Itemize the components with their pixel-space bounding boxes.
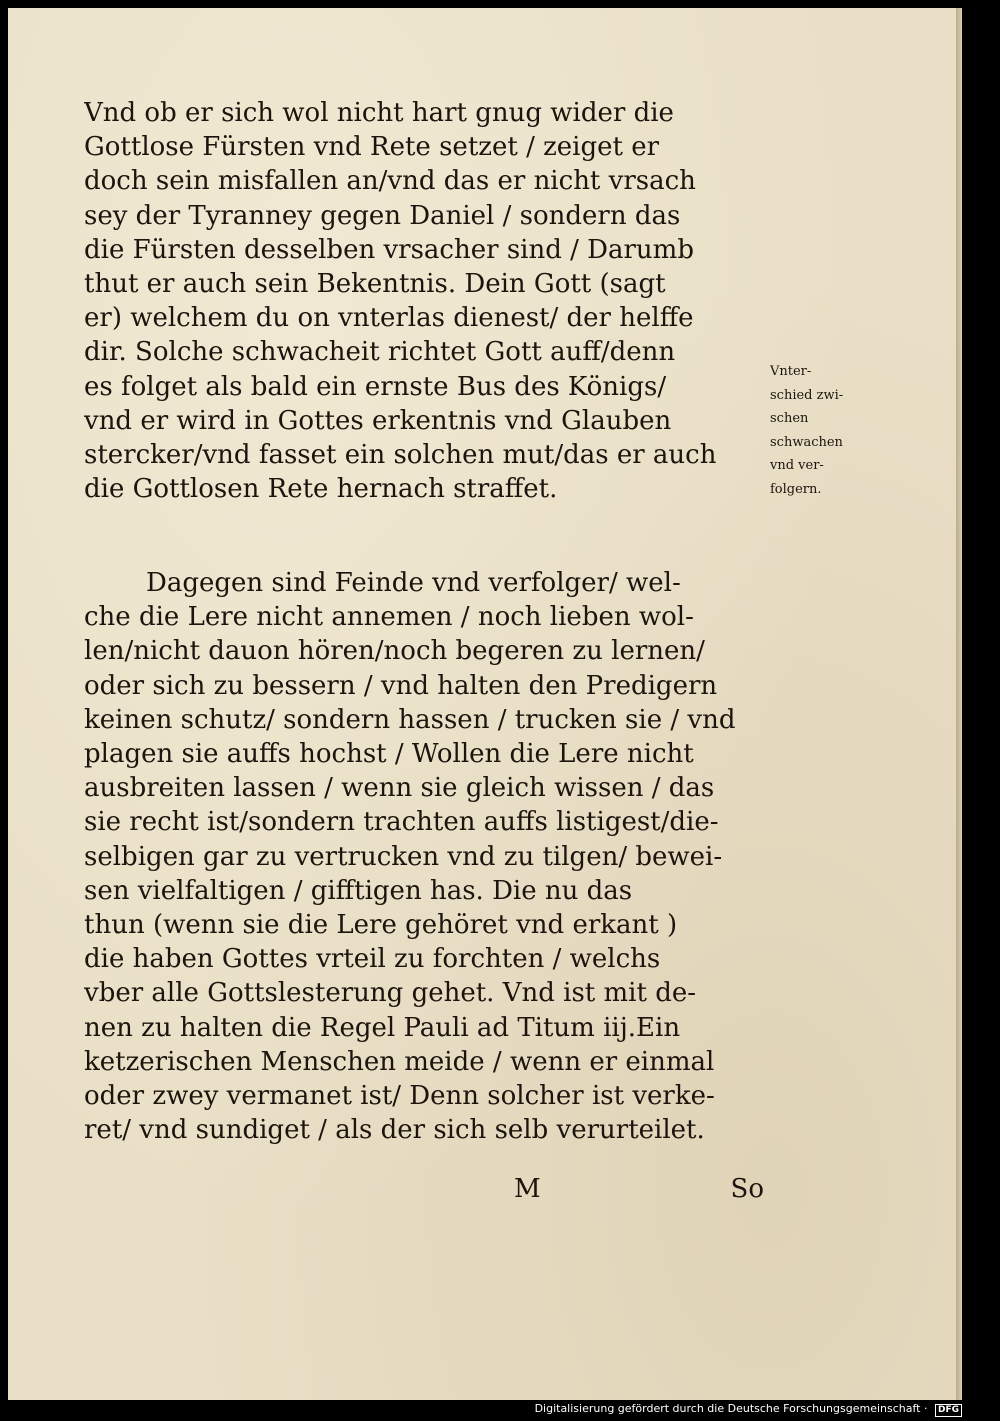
text-line: che die Lere nicht annemen / noch lieben wol- [84, 602, 694, 633]
text-line: selbigen gar zu vertrucken vnd zu tilgen/ bewei- [84, 841, 723, 872]
text-line: Gottlose Fürsten vnd Rete setzet / zeiget er [84, 132, 660, 163]
page-foot [84, 1174, 774, 1214]
credit-text: Digitalisierung gefördert durch die Deutsche Forschungsgemeinschaft · [534, 1402, 928, 1415]
text-line: ausbreiten lassen / wenn sie gleich wissen / das [84, 773, 715, 804]
catchword: So [730, 1174, 764, 1204]
text-line: die Gottlosen Rete hernach straffet. [84, 474, 558, 505]
marginal-line: schen [770, 411, 809, 426]
text-line: vber alle Gottslesterung gehet. Vnd ist mit de- [84, 978, 697, 1009]
signature-mark: M [514, 1174, 541, 1204]
text-line: dir. Solche schwacheit richtet Gott auff/denn [84, 337, 676, 368]
text-line: sen vielfaltigen / gifftigen has. Die nu das [84, 875, 633, 906]
text-line: ret/ vnd sundiget / als der sich selb verurteilet. [84, 1115, 705, 1146]
text-line: es folget als bald ein ernste Bus des Königs/ [84, 371, 667, 402]
text-line: ketzerischen Menschen meide / wenn er einmal [84, 1046, 715, 1077]
text-line: keinen schutz/ sondern hassen / trucken sie / vnd [84, 704, 736, 735]
text-line: vnd er wird in Gottes erkentnis vnd Glauben [84, 405, 672, 436]
text-line: Vnd ob er sich wol nicht hart gnug wider die [84, 98, 674, 128]
text-line: sey der Tyranney gegen Daniel / sondern das [84, 200, 681, 231]
text-line: oder zwey vermanet ist/ Denn solcher ist verke- [84, 1081, 715, 1112]
paragraph-2 [84, 566, 774, 1147]
text-line: thun (wenn sie die Lere gehöret vnd erkant ) [84, 910, 678, 941]
text-line: thut er auch sein Bekentnis. Dein Gott (sagt [84, 269, 666, 300]
text-line: die Fürsten desselben vrsacher sind / Darumb [84, 234, 694, 265]
marginal-line: Vnter- [770, 364, 812, 379]
paragraph-1 [84, 96, 774, 506]
text-line: er) welchem du on vnterlas dienest/ der helffe [84, 303, 694, 334]
text-line: len/nicht dauon hören/noch begeren zu lernen/ [84, 636, 705, 667]
digitization-credit [535, 1402, 962, 1417]
marginal-line: schwachen [770, 434, 843, 450]
marginal-note [770, 360, 880, 501]
text-line: sie recht ist/sondern trachten auffs listigest/die- [84, 807, 719, 838]
scanned-page [8, 8, 962, 1400]
marginal-line: schied zwi- [770, 387, 844, 403]
dfg-logo: DFG [935, 1404, 962, 1417]
text-line: plagen sie auffs hochst / Wollen die Lere nicht [84, 739, 694, 770]
text-line: nen zu halten die Regel Pauli ad Titum iij.Ein [84, 1012, 681, 1043]
marginal-line: vnd ver- [770, 458, 824, 473]
text-line: stercker/vnd fasset ein solchen mut/das er auch [84, 440, 717, 471]
text-line: oder sich zu bessern / vnd halten den Predigern [84, 670, 718, 701]
marginal-line: folgern. [770, 481, 822, 497]
text-line: Dagegen sind Feinde vnd verfolger/ wel- [146, 568, 681, 598]
text-line: doch sein misfallen an/vnd das er nicht vrsach [84, 166, 696, 197]
text-line: die haben Gottes vrteil zu forchten / welchs [84, 944, 661, 975]
page-edge [956, 8, 962, 1400]
